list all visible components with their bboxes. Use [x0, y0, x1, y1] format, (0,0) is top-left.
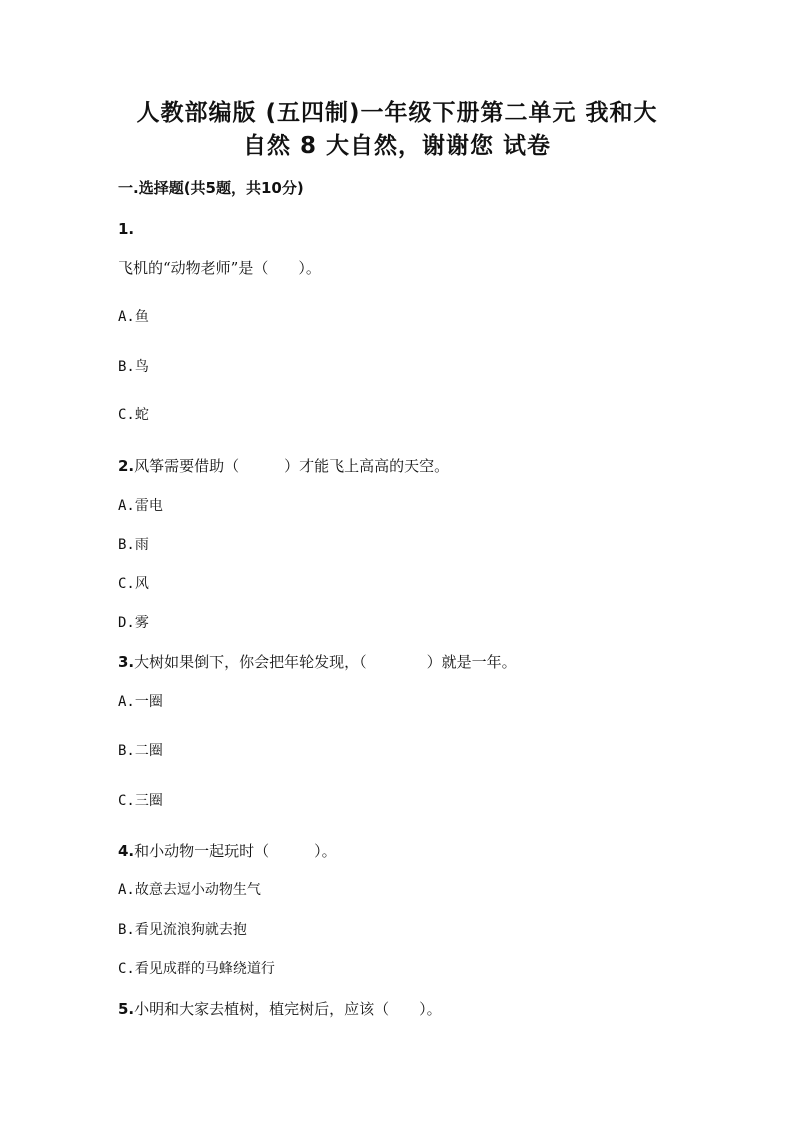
question-4 — [118, 841, 337, 861]
question-2-option-a: A.雷电 — [118, 498, 163, 514]
question-2-option-d: D.雾 — [118, 615, 149, 631]
question-5-stem: 小明和大家去植树，植完树后，应该（ ）。 — [134, 1000, 442, 1018]
question-3-option-b: B.二圈 — [118, 743, 163, 759]
question-number: 4. — [118, 842, 135, 860]
question-number: 1. — [118, 220, 135, 238]
document-title-line-2: 自然 8 大自然，谢谢您 试卷 — [242, 133, 552, 159]
question-5 — [118, 999, 442, 1019]
question-2-option-b: B.雨 — [118, 537, 149, 553]
question-4-stem: 和小动物一起玩时（ ）。 — [134, 842, 337, 860]
question-1-option-a: A.鱼 — [118, 309, 149, 325]
question-1-stem: 飞机的“动物老师”是（ ）。 — [118, 259, 321, 277]
question-3-option-a: A.一圈 — [118, 694, 163, 710]
question-3-stem: 大树如果倒下，你会把年轮发现，（ ）就是一年。 — [134, 653, 517, 671]
question-4-option-a: A.故意去逗小动物生气 — [118, 882, 261, 898]
question-1-option-c: C.蛇 — [118, 407, 149, 423]
question-number: 5. — [118, 1000, 135, 1018]
section-heading: 一.选择题(共5题，共10分) — [118, 179, 304, 197]
question-number: 3. — [118, 653, 135, 671]
question-2 — [118, 456, 449, 476]
question-4-option-c: C.看见成群的马蜂绕道行 — [118, 961, 275, 977]
question-number: 2. — [118, 457, 135, 475]
question-1-option-b: B.鸟 — [118, 359, 149, 375]
question-2-option-c: C.风 — [118, 576, 149, 592]
question-2-stem: 风筝需要借助（ ）才能飞上高高的天空。 — [134, 457, 450, 475]
question-4-option-b: B.看见流浪狗就去抱 — [118, 922, 247, 938]
question-1-number — [118, 219, 134, 239]
question-3-option-c: C.三圈 — [118, 793, 163, 809]
question-3 — [118, 652, 517, 672]
document-title-line-1: 人教部编版 (五四制)一年级下册第二单元 我和大 — [136, 100, 658, 126]
